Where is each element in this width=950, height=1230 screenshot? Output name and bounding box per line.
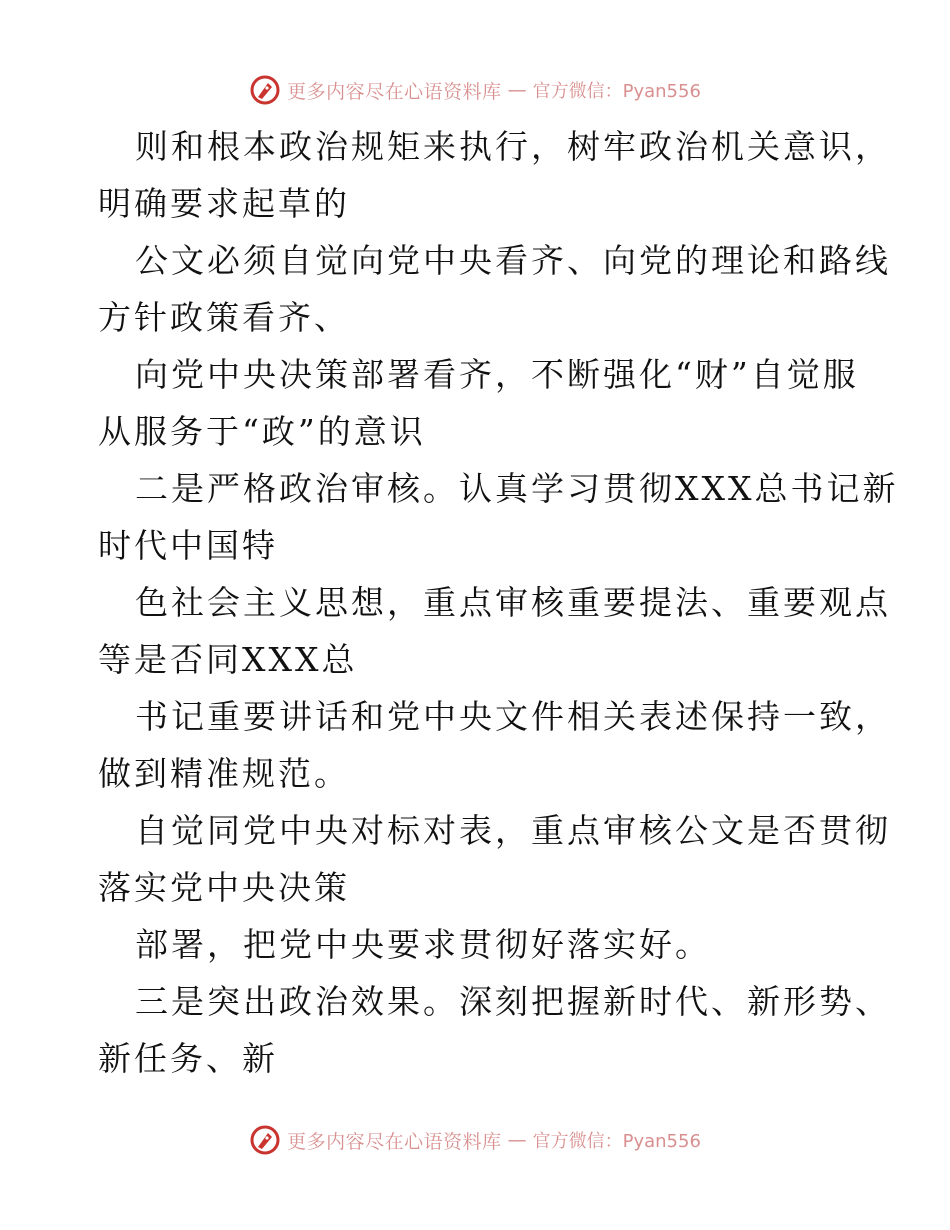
paragraph-line: 等是否同XXX总 [98, 640, 358, 679]
paragraph-line: 向党中央决策部署看齐，不断强化“财”自觉服 [135, 355, 859, 394]
paragraph [98, 973, 891, 1087]
paragraph [98, 688, 891, 802]
paragraph-line: 二是严格政治审核。认真学习贯彻XXX总书记新 [135, 469, 899, 508]
paragraph [98, 802, 891, 916]
paragraph-line: 方针政策看齐、 [98, 298, 350, 337]
paragraph-line: 落实党中央决策 [98, 868, 350, 907]
pen-nib-circle-icon [249, 1124, 281, 1156]
paragraph [98, 346, 858, 460]
watermark-contact: 官方微信：Pyan556 [532, 81, 701, 102]
paragraph-line: 书记重要讲话和党中央文件相关表述保持一致， [135, 697, 891, 736]
paragraph [98, 574, 891, 688]
paragraph-line: 自觉同党中央对标对表，重点审核公文是否贯彻 [135, 811, 891, 850]
paragraph-line: 时代中国特 [98, 526, 278, 565]
paragraph-line: 部署，把党中央要求贯彻好落实好。 [135, 925, 711, 964]
watermark-contact: 官方微信：Pyan556 [532, 1131, 701, 1152]
paragraph-line: 从服务于“政”的意识 [98, 412, 426, 451]
document-body [98, 118, 899, 1087]
paragraph [98, 118, 891, 232]
watermark-separator: — [507, 1129, 527, 1151]
paragraph-line: 明确要求起草的 [98, 184, 350, 223]
footer-watermark [0, 1120, 950, 1160]
paragraph [98, 232, 891, 346]
paragraph-line: 色社会主义思想，重点审核重要提法、重要观点 [135, 583, 891, 622]
paragraph [98, 916, 858, 973]
paragraph-line: 新任务、新 [98, 1039, 278, 1078]
paragraph-line: 公文必须自觉向党中央看齐、向党的理论和路线 [135, 241, 891, 280]
watermark-text: 更多内容尽在心语资料库 [287, 1130, 502, 1153]
watermark-text: 更多内容尽在心语资料库 [287, 80, 502, 103]
paragraph-line: 则和根本政治规矩来执行，树牢政治机关意识， [135, 127, 891, 166]
pen-nib-circle-icon [249, 74, 281, 106]
paragraph-line: 做到精准规范。 [98, 754, 350, 793]
paragraph-line: 三是突出政治效果。深刻把握新时代、新形势、 [135, 982, 891, 1021]
watermark-separator: — [507, 79, 527, 101]
paragraph [98, 460, 899, 574]
header-watermark [0, 70, 950, 110]
